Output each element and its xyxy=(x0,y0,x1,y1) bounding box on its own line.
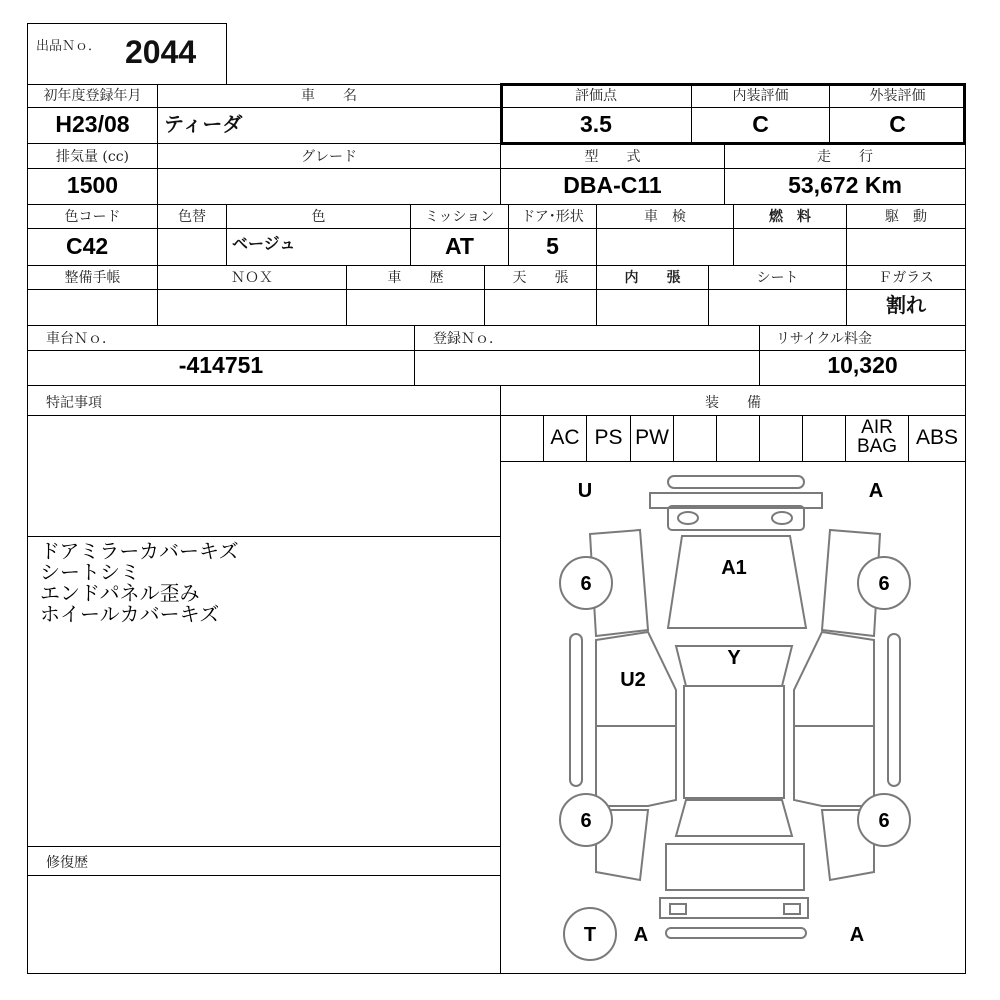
first-reg-label: 初年度登録年月 xyxy=(43,88,142,104)
color-label: 色 xyxy=(311,209,326,225)
color-value: ベージュ xyxy=(232,234,296,253)
history-label: 車 歴 xyxy=(387,270,444,286)
grille xyxy=(668,506,804,530)
equipment-abs: ABS xyxy=(915,426,959,449)
mark-rear-right: A xyxy=(849,924,865,946)
score-label: 評価点 xyxy=(575,88,617,104)
mission-label: ミッション xyxy=(424,209,495,225)
first-reg-value: H23/08 xyxy=(55,111,130,137)
rear-step xyxy=(666,928,806,938)
door-label: ドア･形状 xyxy=(521,209,584,225)
mileage-value: 53,672 Km xyxy=(788,172,902,198)
drive-label: 駆 動 xyxy=(885,209,927,225)
interior-label: 内装評価 xyxy=(732,88,789,104)
equipment-ps: PS xyxy=(594,426,623,449)
glass-label: Ｆガラス xyxy=(878,270,934,286)
recycle-value: 10,320 xyxy=(827,352,898,378)
mark-windshield: Y xyxy=(727,647,741,669)
mark-wheel-rr: 6 xyxy=(878,810,890,832)
mark-wheel-rl: 6 xyxy=(580,810,592,832)
grade-label: グレード xyxy=(301,149,357,165)
notes-label: 特記事項 xyxy=(46,395,102,411)
inspection-label: 車 検 xyxy=(644,209,686,225)
mark-front-left: U xyxy=(577,480,593,502)
equipment-ac: AC xyxy=(550,426,580,449)
color-change-label: 色替 xyxy=(178,209,206,225)
door-value: 5 xyxy=(546,233,559,259)
note-line: ホイールカバーキズ xyxy=(40,602,220,626)
nox-label: ＮＯＸ xyxy=(231,270,273,286)
car-name-value: ティーダ xyxy=(164,112,243,136)
trunk xyxy=(666,844,804,890)
taillight-left xyxy=(670,904,686,914)
seat-label: シート xyxy=(756,270,799,286)
left-sill xyxy=(570,634,582,786)
car-name-label: 車 名 xyxy=(301,88,357,104)
headlight-left xyxy=(678,512,698,524)
lot-label: 出品Ｎｏ． xyxy=(36,39,102,54)
chassis-value: -414751 xyxy=(178,352,264,378)
displacement-label: 排気量 (cc) xyxy=(55,149,130,165)
roof-label: 天 張 xyxy=(512,270,569,286)
maintenance-label: 整備手帳 xyxy=(64,270,121,286)
score-value: 3.5 xyxy=(580,111,612,137)
inner-label: 内 張 xyxy=(624,270,681,286)
mark-wheel-fr: 6 xyxy=(878,573,890,595)
recycle-label: リサイクル料金 xyxy=(776,331,873,347)
model-label: 型 式 xyxy=(584,149,641,165)
hood xyxy=(668,536,806,628)
model-value: DBA-C11 xyxy=(563,172,662,198)
lot-number: 2044 xyxy=(125,34,197,70)
mark-rear-left: A xyxy=(633,924,649,946)
interior-value: C xyxy=(752,111,769,137)
taillight-right xyxy=(784,904,800,914)
mark-hood: A1 xyxy=(721,557,747,579)
color-code-label: 色コード xyxy=(64,209,121,225)
chassis-label: 車台Ｎｏ． xyxy=(46,331,116,347)
mark-left-door: U2 xyxy=(620,669,646,691)
displacement-value: 1500 xyxy=(66,172,119,198)
color-code-value: C42 xyxy=(66,233,109,259)
rear-window xyxy=(676,800,792,836)
mission-value: AT xyxy=(445,233,474,259)
right-sill xyxy=(888,634,900,786)
equipment-airbag: AIR BAG xyxy=(856,417,898,457)
mark-spare: T xyxy=(583,924,597,946)
note-line: ドアミラーカバーキズ xyxy=(40,539,239,563)
right-rear-door xyxy=(794,726,874,806)
mark-front-right: A xyxy=(868,480,884,502)
headlight-right xyxy=(772,512,792,524)
glass-value: 割れ xyxy=(886,293,926,317)
left-rear-door xyxy=(596,726,676,806)
equipment-pw: PW xyxy=(635,426,669,449)
exterior-label: 外装評価 xyxy=(869,88,926,104)
right-front-door xyxy=(794,632,874,726)
equipment-label: 装 備 xyxy=(705,395,761,411)
front-bumper xyxy=(668,476,804,488)
roof xyxy=(684,686,784,798)
reg-no-label: 登録Ｎｏ． xyxy=(433,331,503,347)
fuel-label: 燃 料 xyxy=(769,209,811,225)
mileage-label: 走 行 xyxy=(817,149,873,165)
note-line: エンドパネル歪み xyxy=(40,581,200,605)
note-line: シートシミ xyxy=(40,560,140,584)
exterior-value: C xyxy=(889,111,906,137)
mark-wheel-fl: 6 xyxy=(580,573,592,595)
repair-label: 修復歴 xyxy=(46,855,88,871)
